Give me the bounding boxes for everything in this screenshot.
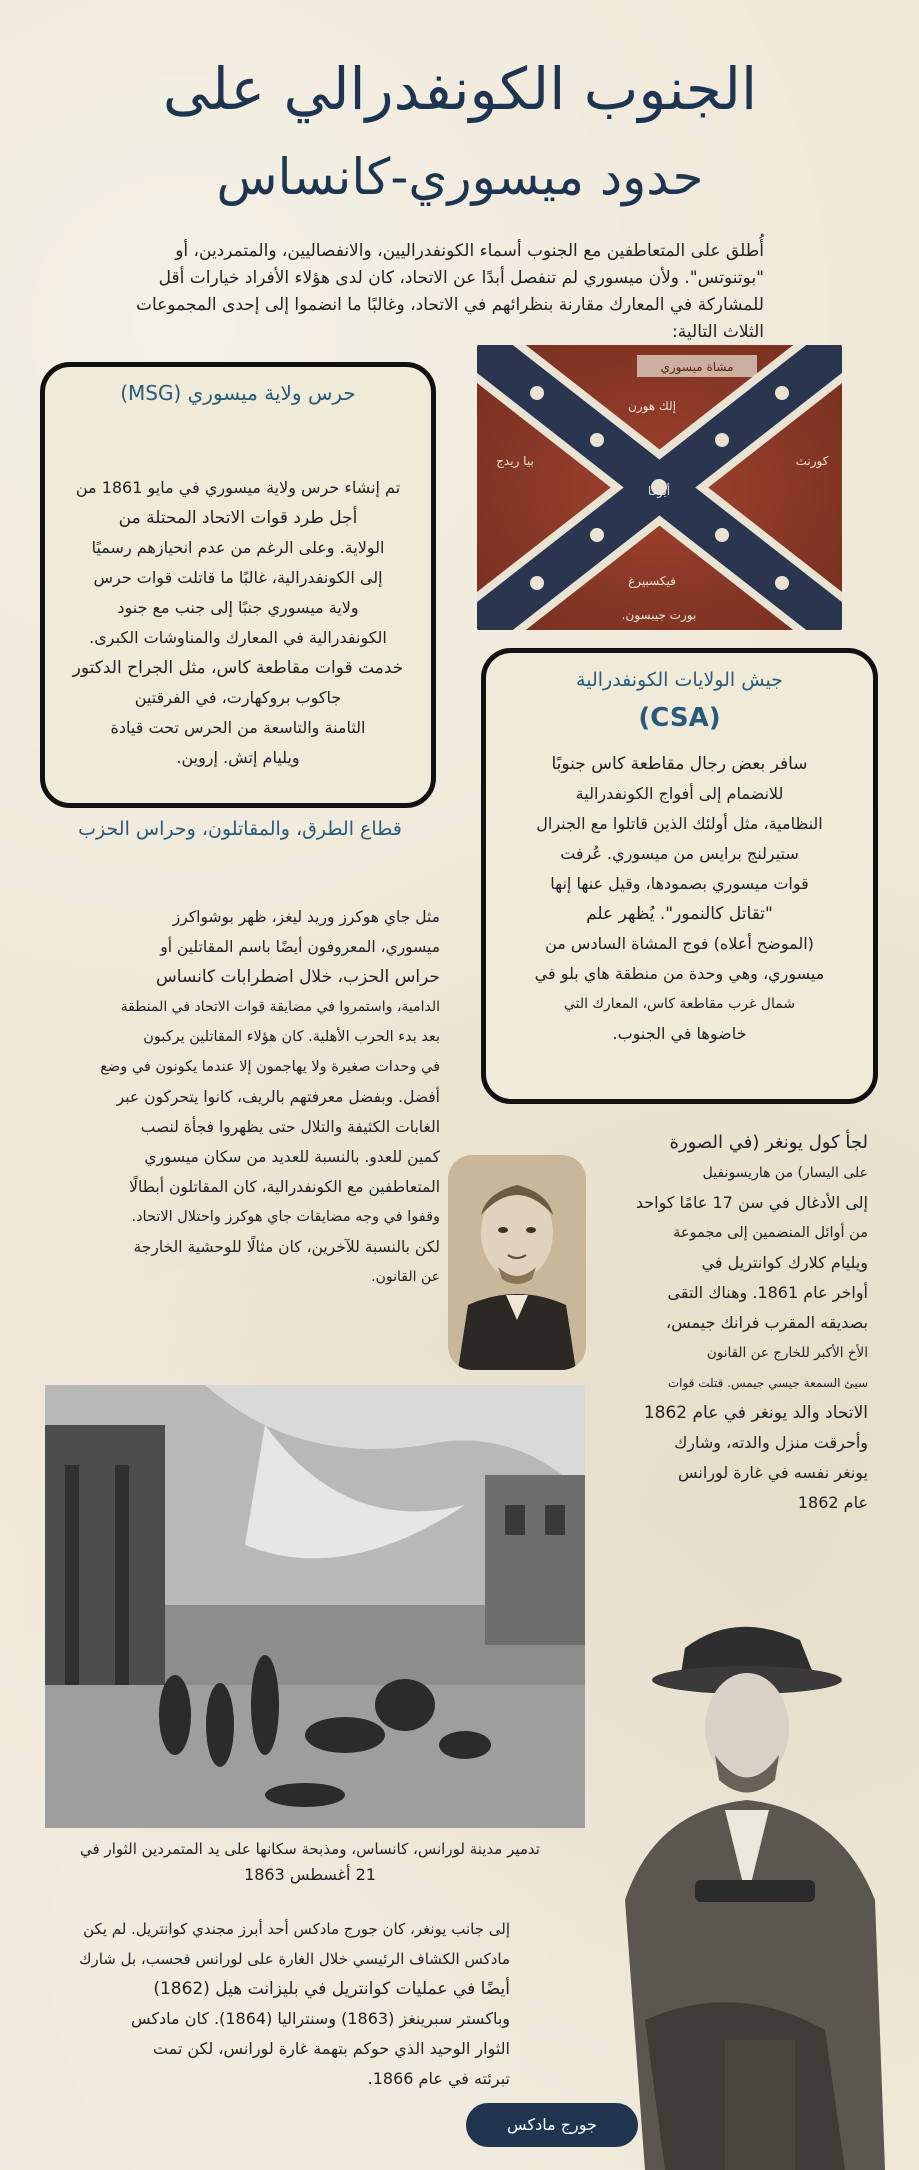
portrait-illustration — [585, 1600, 919, 2170]
bush-line: مثل جاي هوكرز وريد ليغز، ظهر بوشواكرز — [172, 908, 440, 926]
bush-line: حراس الحزب، خلال اضطرابات كانساس — [156, 967, 440, 987]
bush-line: في وحدات صغيرة ولا يهاجمون إلا عندما يكونون في وضع — [100, 1059, 440, 1075]
bush-line: كمين للعدو. بالنسبة للعديد من سكان ميسوري — [144, 1148, 440, 1166]
younger-line: على اليسار) من هاريسونفيل — [702, 1165, 868, 1181]
engraving-illustration — [45, 1385, 585, 1828]
younger-line: الأخ الأكبر للخارج عن القانون — [706, 1345, 868, 1361]
csa-line: سافر بعض رجال مقاطعة كاس جنوبًا — [551, 754, 808, 774]
flag-label-vicksburg: فيكسبيرغ — [628, 574, 676, 588]
maddox-line: تبرئته في عام 1866. — [367, 2069, 510, 2088]
msg-line: الولاية. وعلى الرغم من عدم انحيازهم رسميًا — [91, 538, 385, 557]
caption-line2: 21 أغسطس 1863 — [244, 1865, 376, 1884]
lawrence-raid-engraving — [45, 1385, 585, 1828]
csa-line: خاضوها في الجنوب. — [612, 1024, 747, 1043]
maddox-line: أيضًا في عمليات كوانتريل في بليزانت هيل (1862) — [153, 1979, 510, 1999]
csa-heading: جيش الولايات الكونفدرالية — [576, 669, 783, 691]
bush-line: الغابات الكثيفة والتلال حتى يظهروا فجأة لنصب — [140, 1118, 440, 1136]
msg-line: الثامنة والتاسعة من الحرس تحت قيادة — [110, 718, 366, 737]
bush-line: ميسوري، المعروفون أيضًا باسم المقاتلين أو — [160, 938, 440, 956]
flag-illustration — [477, 345, 842, 630]
flag-banner-text: مشاة ميسوري — [660, 360, 734, 374]
bushwhackers-heading: قطاع الطرق، والمقاتلون، وحراس الحزب — [78, 818, 402, 840]
george-maddox-portrait — [585, 1600, 919, 2170]
maddox-name-label: جورج مادكس — [466, 2103, 638, 2147]
bush-line: وقفوا في وجه مضايقات جاي هوكرز واحتلال الاتحاد. — [131, 1209, 440, 1225]
bush-line: بعد بدء الحرب الأهلية. كان هؤلاء المقاتلين يركبون — [143, 1029, 440, 1045]
csa-line: ستيرلنج برايس من ميسوري. عُرفت — [560, 844, 799, 863]
msg-line: تم إنشاء حرس ولاية ميسوري في مايو 1861 من — [75, 478, 401, 497]
msg-line: ولاية ميسوري جنبًا إلى جنب مع جنود — [117, 598, 359, 617]
flag-label-elkhorn: إلك هورن — [627, 399, 677, 413]
bush-line: لكن بالنسبة للآخرين، كان مثالًا للوحشية الخارجة — [133, 1238, 440, 1256]
csa-line: النظامية، مثل أولئك الذين قاتلوا مع الجنرال — [536, 814, 823, 833]
csa-line: قوات ميسوري بصمودها، وقيل عنها إنها — [550, 874, 809, 893]
younger-line: يونغر نفسه في غارة لورانس — [678, 1463, 868, 1482]
msg-line: إلى الكونفدرالية، غالبًا ما قاتلت قوات حرس — [93, 568, 383, 587]
maddox-line: الثوار الوحيد الذي حوكم بتهمة غارة لورانس، لكن تمت — [152, 2039, 510, 2058]
page-title-line2: حدود ميسوري-كانساس — [216, 148, 704, 206]
younger-line: بصديقه المقرب فرانك جيمس، — [665, 1313, 868, 1332]
csa-abbr: (CSA) — [638, 703, 721, 733]
csa-line: شمال غرب مقاطعة كاس، المعارك التي — [563, 996, 796, 1012]
younger-line: من أوائل المنضمين إلى مجموعة — [673, 1225, 868, 1241]
flag-label-iuka: أيوكا — [647, 484, 671, 498]
younger-line: سيئ السمعة جيسي جيمس. قتلت قوات — [667, 1376, 868, 1390]
cole-younger-portrait — [448, 1155, 586, 1370]
younger-line: أواخر عام 1861. وهناك التقى — [667, 1283, 868, 1302]
bush-line: أفضل. وبفضل معرفتهم بالريف، كانوا يتحركون عبر — [116, 1088, 440, 1106]
csa-line: (الموضح أعلاه) فوج المشاة السادس من — [545, 934, 814, 953]
maddox-line: إلى جانب يونغر، كان جورج مادكس أحد أبرز مجندي كوانتريل. لم يكن — [83, 1920, 510, 1938]
younger-line: ويليام كلارك كوانتريل في — [701, 1253, 868, 1272]
flag-label-corinth: كورنث — [795, 454, 829, 468]
younger-line: إلى الأدغال في سن 17 عامًا كواحد — [635, 1193, 868, 1212]
bush-line: المتعاطفين مع الكونفدرالية، كان المقاتلون أبطالًا — [129, 1178, 440, 1196]
lawrence-caption — [30, 1836, 590, 1888]
csa-line: "تقاتل كالنمور". يُظهر علم — [586, 904, 773, 924]
msg-line: ويليام إتش. إروين. — [176, 748, 300, 767]
portrait-illustration — [448, 1155, 586, 1370]
caption-line1: تدمير مدينة لورانس، كانساس، ومذبحة سكانها على يد المتمردين الثوار في — [80, 1840, 540, 1858]
maddox-line: وباكستر سبرينغز (1863) وسنتراليا (1864). كان مادكس — [131, 2009, 510, 2028]
msg-line: خدمت قوات مقاطعة كاس، مثل الجراح الدكتور — [72, 658, 404, 678]
msg-line: أجل طرد قوات الاتحاد المحتلة من — [118, 508, 358, 528]
regimental-flag-image — [477, 345, 842, 630]
flag-label-pea-ridge: بيا ريدج — [496, 454, 534, 468]
csa-line: ميسوري، وهي وحدة من منطقة هاي بلو في — [534, 964, 825, 983]
maddox-body — [40, 1914, 510, 2094]
msg-heading: حرس ولاية ميسوري (MSG) — [120, 381, 356, 405]
msg-box — [40, 362, 436, 808]
younger-line: لجأ كول يونغر (في الصورة — [669, 1132, 868, 1153]
younger-body — [598, 1128, 868, 1518]
csa-line: للانضمام إلى أفواج الكونفدرالية — [575, 784, 784, 803]
csa-box — [481, 648, 878, 1104]
page-title-line1: الجنوب الكونفدرالي على — [162, 55, 758, 123]
bush-line: عن القانون. — [371, 1269, 440, 1285]
csa-body — [486, 749, 873, 1049]
bush-line: الدامية، واستمروا في مضايقة قوات الاتحاد في المنطقة — [120, 999, 440, 1015]
msg-line: الكونفدرالية في المعارك والمناوشات الكبرى. — [89, 628, 387, 647]
maddox-line: مادكس الكشاف الرئيسي خلال الغارة على لورانس فحسب، بل شارك — [79, 1950, 510, 1968]
intro-paragraph: أُطلق على المتعاطفين مع الجنوب أسماء الكونفدراليين، والانفصاليين، والمتمردين، أو "بوتنوتس". ولأن ميسوري لم تنفصل أبدًا عن الاتحاد، كان لدى هؤلاء الأفراد خيارات أقل للمشاركة في المعارك مقارنة بنظرائهم في الاتحاد، وغالبًا ما انضموا إلى إحدى المجموعات الثلاث التالية: — [135, 241, 764, 342]
flag-label-port-gibson: بورت جيبسون. — [621, 608, 697, 622]
younger-line: الاتحاد والد يونغر في عام 1862 — [643, 1403, 868, 1423]
msg-body — [45, 473, 431, 773]
msg-line: جاكوب بروكهارت، في الفرقتين — [134, 688, 342, 707]
younger-line: عام 1862 — [797, 1493, 868, 1512]
bushwhackers-body — [30, 902, 440, 1292]
younger-line: وأحرقت منزل والدته، وشارك — [674, 1433, 868, 1452]
